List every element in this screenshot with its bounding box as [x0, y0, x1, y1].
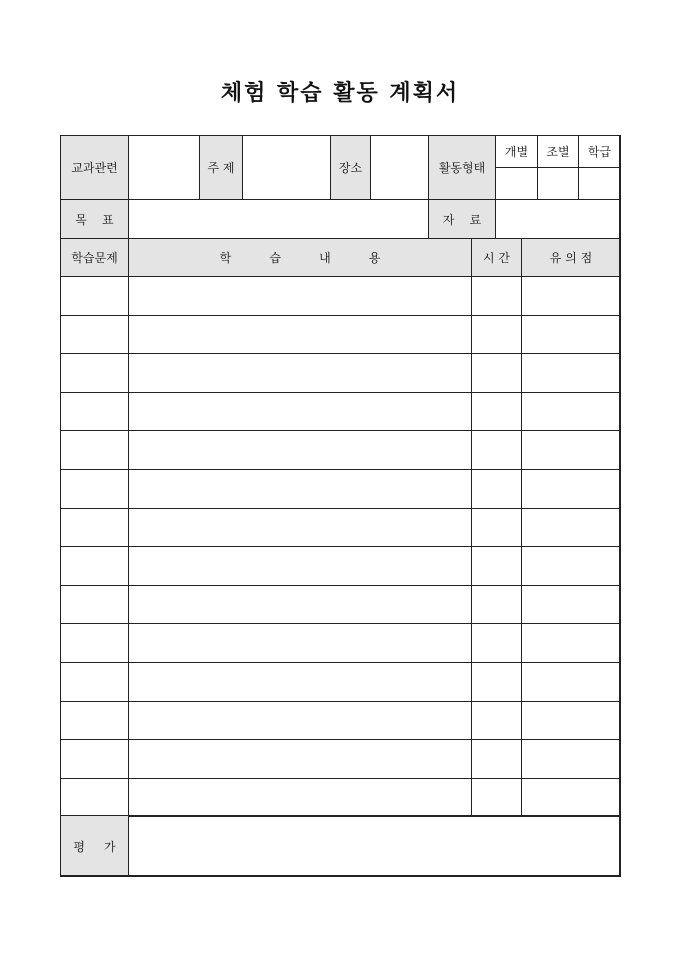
notes-cell[interactable]: [522, 740, 621, 779]
goal-label: 목 표: [61, 200, 129, 239]
table-row: [61, 469, 621, 508]
time-cell[interactable]: [472, 740, 522, 779]
notes-cell[interactable]: [522, 431, 621, 470]
notes-cell[interactable]: [522, 624, 621, 663]
table-row: [61, 392, 621, 431]
problem-cell[interactable]: [61, 740, 129, 779]
content-cell[interactable]: [129, 469, 472, 508]
content-cell[interactable]: [129, 277, 472, 316]
evaluation-label: 평 가: [61, 816, 129, 877]
goal-field[interactable]: [129, 200, 429, 239]
notes-cell[interactable]: [522, 508, 621, 547]
content-cell[interactable]: [129, 585, 472, 624]
header-table: [60, 135, 621, 200]
problem-cell[interactable]: [61, 469, 129, 508]
content-cell[interactable]: [129, 315, 472, 354]
theme-field[interactable]: [243, 136, 331, 200]
problem-cell[interactable]: [61, 778, 129, 817]
materials-field[interactable]: [496, 200, 621, 239]
theme-label: 주 제: [200, 136, 243, 200]
activity-type-label: 활동형태: [429, 136, 496, 200]
notes-cell[interactable]: [522, 547, 621, 586]
problem-cell[interactable]: [61, 585, 129, 624]
activity-type-individual-checkbox[interactable]: [496, 168, 538, 200]
problem-cell[interactable]: [61, 315, 129, 354]
activity-type-class-label: 학급: [579, 136, 621, 168]
problem-cell[interactable]: [61, 701, 129, 740]
table-row: [61, 624, 621, 663]
notes-cell[interactable]: [522, 277, 621, 316]
content-cell[interactable]: [129, 354, 472, 393]
problem-cell[interactable]: [61, 624, 129, 663]
column-header-content: 학 습 내 용: [129, 239, 472, 277]
content-cell[interactable]: [129, 431, 472, 470]
content-cell[interactable]: [129, 701, 472, 740]
activity-type-class-checkbox[interactable]: [579, 168, 621, 200]
place-label: 장소: [331, 136, 371, 200]
content-cell[interactable]: [129, 740, 472, 779]
table-row: [61, 662, 621, 701]
table-row: [61, 315, 621, 354]
notes-cell[interactable]: [522, 662, 621, 701]
problem-cell[interactable]: [61, 547, 129, 586]
place-field[interactable]: [371, 136, 429, 200]
content-cell[interactable]: [129, 547, 472, 586]
problem-cell[interactable]: [61, 662, 129, 701]
time-cell[interactable]: [472, 315, 522, 354]
time-cell[interactable]: [472, 469, 522, 508]
problem-cell[interactable]: [61, 277, 129, 316]
time-cell[interactable]: [472, 701, 522, 740]
time-cell[interactable]: [472, 778, 522, 817]
goal-table: [60, 199, 621, 239]
table-row: [61, 701, 621, 740]
problem-cell[interactable]: [61, 508, 129, 547]
problem-cell[interactable]: [61, 392, 129, 431]
time-cell[interactable]: [472, 392, 522, 431]
table-row: [61, 508, 621, 547]
subject-related-field[interactable]: [129, 136, 200, 200]
time-cell[interactable]: [472, 662, 522, 701]
activity-type-individual-label: 개별: [496, 136, 538, 168]
evaluation-table: [60, 815, 621, 877]
table-row: [61, 585, 621, 624]
activity-type-group-checkbox[interactable]: [538, 168, 579, 200]
time-cell[interactable]: [472, 508, 522, 547]
time-cell[interactable]: [472, 624, 522, 663]
notes-cell[interactable]: [522, 469, 621, 508]
content-cell[interactable]: [129, 508, 472, 547]
time-cell[interactable]: [472, 277, 522, 316]
time-cell[interactable]: [472, 354, 522, 393]
notes-cell[interactable]: [522, 585, 621, 624]
column-header-notes: 유 의 점: [522, 239, 621, 277]
time-cell[interactable]: [472, 431, 522, 470]
table-row: [61, 740, 621, 779]
content-cell[interactable]: [129, 662, 472, 701]
time-cell[interactable]: [472, 585, 522, 624]
notes-cell[interactable]: [522, 701, 621, 740]
table-row: [61, 354, 621, 393]
content-cell[interactable]: [129, 624, 472, 663]
table-row: [61, 277, 621, 316]
problem-cell[interactable]: [61, 431, 129, 470]
problem-cell[interactable]: [61, 354, 129, 393]
content-cell[interactable]: [129, 778, 472, 817]
notes-cell[interactable]: [522, 392, 621, 431]
content-table: [60, 238, 621, 817]
notes-cell[interactable]: [522, 354, 621, 393]
time-cell[interactable]: [472, 547, 522, 586]
notes-cell[interactable]: [522, 315, 621, 354]
document-title: 체험 학습 활동 계획서: [220, 80, 460, 106]
content-cell[interactable]: [129, 392, 472, 431]
table-row: [61, 431, 621, 470]
table-row: [61, 547, 621, 586]
materials-label: 자 료: [429, 200, 496, 239]
activity-type-group-label: 조별: [538, 136, 579, 168]
column-header-problem: 학습문제: [61, 239, 129, 277]
subject-related-label: 교과관련: [61, 136, 129, 200]
table-row: [61, 778, 621, 817]
column-header-time: 시 간: [472, 239, 522, 277]
notes-cell[interactable]: [522, 778, 621, 817]
evaluation-field[interactable]: [129, 816, 621, 877]
